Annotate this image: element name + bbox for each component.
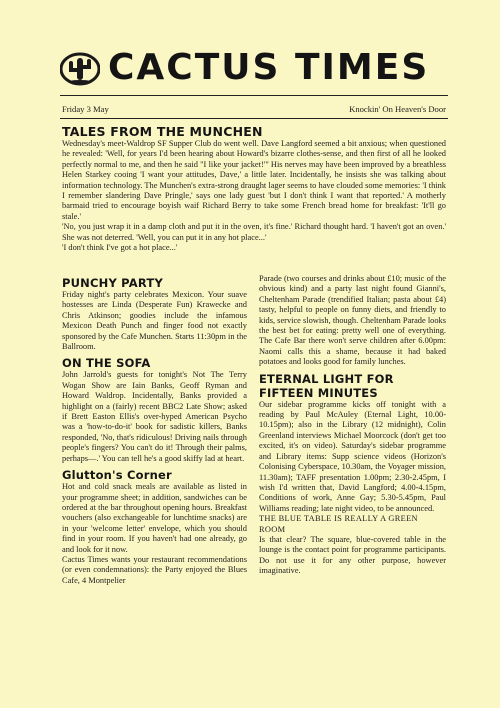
- issue-date: Friday 3 May: [62, 104, 109, 114]
- article-text: Cactus Times wants your restaurant recommendations (or even condemnations): the Party enjoyed the Blues Cafe, 4 Montpelier: [62, 554, 247, 585]
- article-text: Friday night's party celebrates Mexicon. Your suave hostesses are Linda (Desperate Fun) Krawecke and Chris Atkinson; goodies include the infamous Mexicon Death Punch and finger food not exactly sponsored by the Cafe Munchen. Starts 11:30pm in the Ballroom.: [62, 290, 247, 352]
- lead-heading: TALES FROM THE MUNCHEN: [62, 124, 263, 139]
- article-on-the-sofa: [62, 356, 247, 464]
- article-gluttons-corner: [62, 468, 247, 586]
- article-text: Parade (two courses and drinks about £10; music of the obvious kind) and a party last night found Gianni's, Cheltenham Parade (trendified Italian; pasta about £4) tasty, helpful to people on funny diets, and friendly to kids, service slowish, though. Cheltenham Parade looks the best bet for eating: pretty well one of everything. The Cafe Bar there won't serve children after 6.00pm: Naomi calls this a shame, because it had baked potatoes and looks good for family lunches.: [259, 274, 446, 367]
- lead-article: [62, 124, 446, 253]
- cactus-logo-icon: [60, 52, 100, 86]
- article-text: John Jarrold's guests for tonight's Not The Terry Wogan Show are Iain Banks, Geoff Ryman and Howard Waldrop. Incidentally, Banks provided a highlight on a (fairly) recent BBC2 Late Show; asked if Brett Easton Ellis's over-hyped American Psycho was a 'how-to-do-it' book for sadistic killers, Banks responded, 'No, that's ridiculous! Driving nails through people's fingers? You can't do it! Through their palms, perhaps—.' You can tell he's a good skiffy lad at heart.: [62, 370, 247, 463]
- dateline: [62, 102, 446, 116]
- lead-paragraph: 'I don't think I've got a hot place...': [62, 243, 178, 253]
- article-continuation: [259, 274, 446, 368]
- divider: [60, 118, 448, 119]
- masthead-title: CACTUS TIMES: [108, 47, 430, 88]
- issue-motto: Knockin' On Heaven's Door: [349, 104, 446, 114]
- lead-paragraph: 'No, you just wrap it in a damp cloth and put it in the oven, it's fine.' Richard thought hard. 'I haven't got an oven.' She was not deterred. 'Well, you can put it in any hot place...': [62, 222, 446, 242]
- article-heading: PUNCHY PARTY: [62, 276, 163, 290]
- left-column: [62, 274, 247, 590]
- right-column: [259, 274, 446, 581]
- article-heading: ON THE SOFA: [62, 356, 151, 371]
- article-eternal-light: [259, 372, 446, 577]
- article-punchy-party: [62, 276, 247, 352]
- article-heading: ETERNAL LIGHT FOR FIFTEEN MINUTES: [259, 371, 394, 400]
- divider: [60, 95, 448, 96]
- article-text: Hot and cold snack meals are available as listed in your programme sheet; in addition, sandwiches can be ordered at the bar throughout opening hours. Breakfast vouchers (also exchangeable for lunchtime snacks) are in your 'welcome letter' envelope, which you should find in your room. If you haven't had one already, go and look for it now.: [62, 482, 247, 554]
- lead-paragraph: Wednesday's meet-Waldrop SF Supper Club do went well. Dave Langford seemed a bit anxious; when questioned he revealed: 'Well, for years I'd been hearing about Howard's bizarre clothes-sense, and then first of all he looked perfectly normal to me, and then he said "I like your jacket!"' His nerves may have been improved by a breathless Helen Starkey cooing 'I want your attitudes, Dave,' a little later. Incidentally, he insists she was talking about information technology. The Munchen's extra-strong draught lager seems to have clouded some memories: 'I think I remember slandering Dave Pringle,' says one lady guest 'but I don't think I want that reported.' A motherly barmaid tried to encourage boyish waif Richard Berry to take some French bread home for breakfast: 'It'll go stale.': [62, 139, 446, 221]
- article-text: Is that clear? The square, blue-covered table in the lounge is the contact point for programme participants. Do not use it for any other purpose, however imaginative.: [259, 534, 446, 576]
- masthead: [60, 48, 460, 88]
- subheading: THE BLUE TABLE IS REALLY A GREEN ROOM: [259, 514, 418, 534]
- article-heading: Glutton's Corner: [62, 468, 172, 483]
- article-text: Our sidebar programme kicks off tonight with a reading by Paul McAuley (Eternal Light, 10.00-10.15pm); also in the Library (12 midnight), Colin Greenland interviews Michael Moorcock (don't get too excited, it's on video). Saturday's sidebar programme and Library items: Supp science videos (Horizon's Colonising Cyberspace, 10.30am, the Voyager mission, 11.30am); TAFF presentation 1.00pm; 2.30-2.45pm, I wish I'd written that, David Langford; 4.00-4.15pm, Conditions of work, Anne Gay; 5.30-5.45pm, Paul Williams reading; late night video, to be announced.: [259, 399, 446, 513]
